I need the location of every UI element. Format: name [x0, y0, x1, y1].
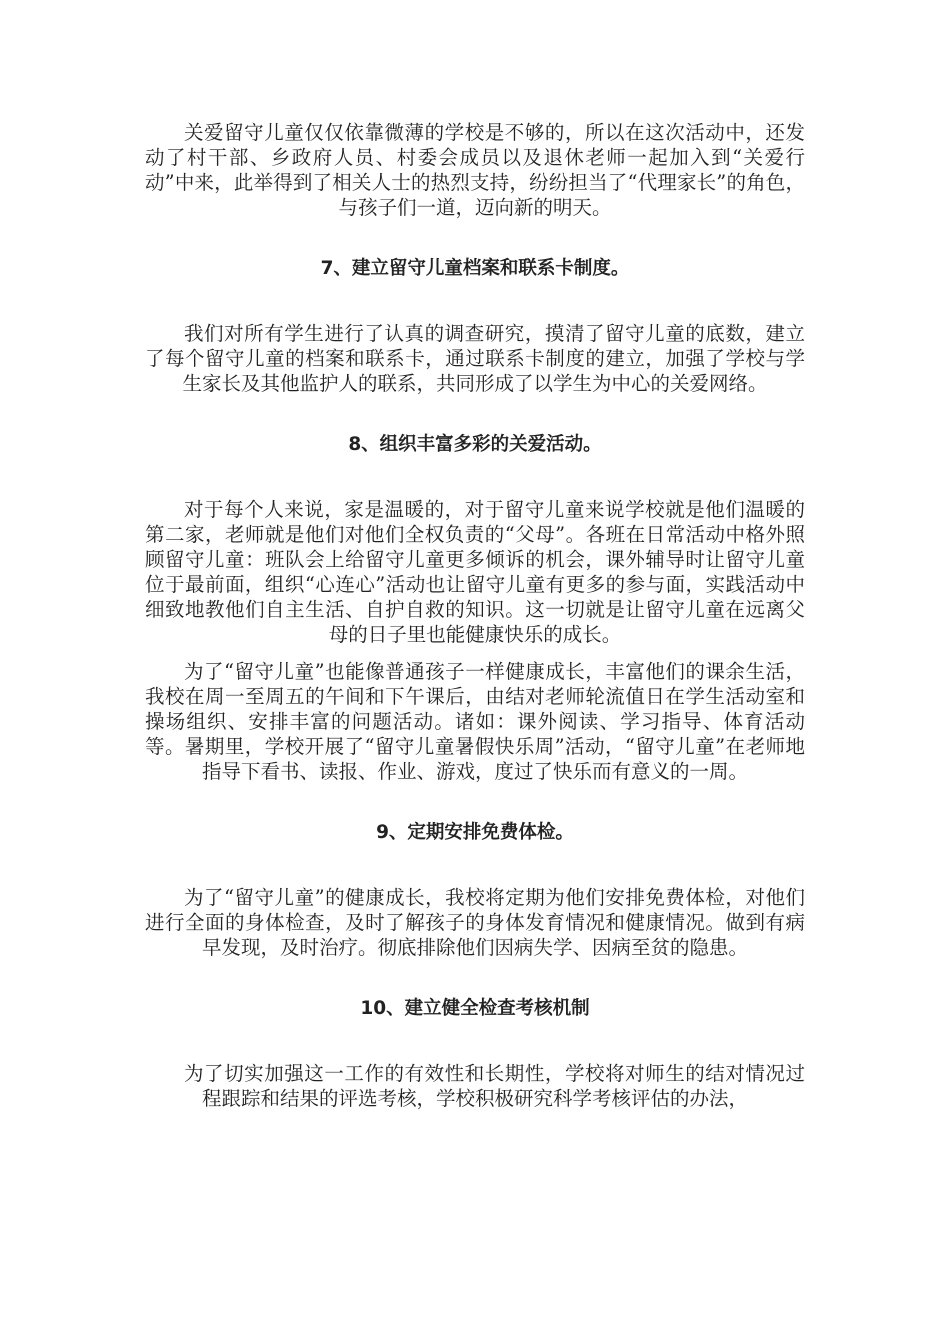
spacer	[145, 784, 805, 820]
section-heading-7: 7、建立留守儿童档案和联系卡制度。	[320, 258, 630, 279]
paragraph-assessment-mechanism: 为了切实加强这一工作的有效性和长期性，学校将对师生的结对情况过程跟踪和结果的评选考核，学校积极研究科学考核评估的办法，	[184, 1062, 805, 1110]
spacer	[145, 960, 805, 996]
section-heading-8: 8、组织丰富多彩的关爱活动。	[348, 434, 602, 455]
paragraph-extracurricular-activities: 为了“留守儿童”也能像普通孩子一样健康成长，丰富他们的课余生活，我校在周一至周五的午间和下午课后，由结对老师轮流值日在学生活动室和操场组织、安排丰富的问题活动。诸如：课外阅读、学习指导、体育活动等。暑期里，学校开展了“留守儿童暑假快乐周”活动，“留守儿童”在老师地指导下看书、读报、作业、游戏，度过了快乐而有意义的一周。	[145, 660, 805, 783]
paragraph-community-involvement: 关爱留守儿童仅仅依靠微薄的学校是不够的，所以在这次活动中，还发动了村干部、乡政府人员、村委会成员以及退休老师一起加入到“关爱行动”中来，此举得到了相关人士的热烈支持，纷纷担当了“代理家长”的角色，与孩子们一道，迈向新的明天。	[145, 121, 805, 219]
spacer	[145, 845, 805, 885]
spacer	[145, 647, 805, 659]
paragraph-health-checkups: 为了“留守儿童”的健康成长，我校将定期为他们安排免费体检，对他们进行全面的身体检查，及时了解孩子的身体发育情况和健康情况。做到有病早发现，及时治疗。彻底排除他们因病失学、因病至贫的隐患。	[145, 886, 805, 959]
spacer	[145, 281, 805, 321]
spacer	[145, 396, 805, 432]
spacer	[145, 457, 805, 497]
document-page	[145, 120, 805, 1111]
section-heading-10: 10、建立健全检查考核机制	[360, 998, 590, 1019]
spacer	[145, 1021, 805, 1061]
section-heading-9: 9、定期安排免费体检。	[376, 822, 574, 843]
paragraph-records-and-contact-cards: 我们对所有学生进行了认真的调查研究，摸清了留守儿童的底数，建立了每个留守儿童的档案和联系卡，通过联系卡制度的建立，加强了学校与学生家长及其他监护人的联系，共同形成了以学生为中心的关爱网络。	[145, 322, 805, 395]
paragraph-school-as-home: 对于每个人来说，家是温暖的，对于留守儿童来说学校就是他们温暖的第二家，老师就是他们对他们全权负责的“父母”。各班在日常活动中格外照顾留守儿童：班队会上给留守儿童更多倾诉的机会，课外辅导时让留守儿童位于最前面，组织“心连心”活动也让留守儿童有更多的参与面，实践活动中细致地教他们自主生活、自护自救的知识。这一切就是让留守儿童在远离父母的日子里也能健康快乐的成长。	[145, 498, 805, 646]
spacer	[145, 220, 805, 256]
